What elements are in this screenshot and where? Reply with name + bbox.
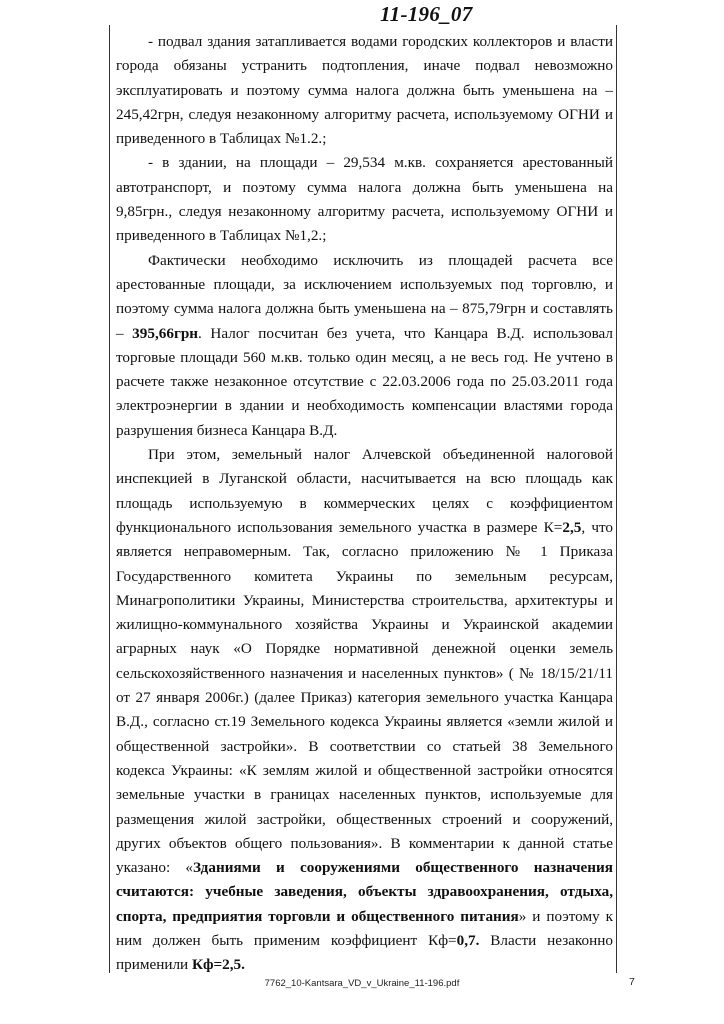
text-run: , что является неправомерным. Так, согласно приложению № 1 Приказа Государственного комитета Украины по земельным ресурсам, Минагрополитики Украины, Министерства строительства, архитектуры и жилищно-коммунального хозяйства Украины и Украинской академии аграрных наук «О Порядке нормативной денежной оценки земель сельскохозяйственного назначения и населенных пунктов» ( № 18/15/21/11 от 27 января 2006г.) (далее Приказ) категория земельного участка Канцара В.Д., согласно ст.19 Земельного кодекса Украины является «земли жилой и общественной застройки». В соответствии со статьей 38 Земельного кодекса Украины: «К землям жилой и общественной застройки относятся земельные участки в границах населенных пунктов, используемые для размещения жилой застройки, общественных строений и сооружений, других объектов общего пользования». В комментарии к данной статье указано: «	[116, 518, 613, 877]
text-run: . Налог посчитан без учета, что Канцара В.Д. использовал торговые площади 560 м.кв. только один месяц, а не весь год. Не учтено в расчете также незаконное отсутствие с 22.03.2006 года по 25.03.2011 года электроэнергии в здании и необходимость компенсации властями города разрушения бизнеса Канцара В.Д.	[116, 324, 614, 439]
paragraph	[116, 443, 613, 978]
document-id-header: 11-196_07	[380, 2, 473, 26]
bold-text-run: 2,5	[562, 518, 582, 536]
text-run: - подвал здания затапливается водами городских коллекторов и власти города обязаны устранить подтопления, иначе подвал невозможно эксплуатировать и поэтому сумма налога должна быть уменьшена на – 245,42грн, следуя незаконному алгоритму расчета, используемому ОГНИ и приведенного в Таблицах №1.2.;	[116, 33, 613, 148]
bold-text-run: 395,66грн	[132, 324, 199, 342]
paragraph	[116, 151, 613, 248]
paragraph	[116, 30, 613, 151]
bold-text-run: 0,7.	[456, 931, 480, 949]
text-run: Фактически необходимо исключить из площадей расчета все арестованные площади, за исключением используемых под торговлю, и поэтому сумма налога должна быть уменьшена на – 875,79грн и составлять –	[116, 251, 613, 342]
text-run: - в здании, на площади – 29,534 м.кв. сохраняется арестованный автотранспорт, и поэтому сумма налога должна быть уменьшена на 9,85грн., следуя незаконному алгоритму расчета, используемому ОГНИ и приведенного в Таблицах №1,2.;	[116, 154, 613, 245]
footer-page-number: 7	[629, 976, 635, 988]
text-run: » и поэтому к ним должен быть применим коэффициент Кф=	[116, 907, 613, 949]
text-run: При этом, земельный налог Алчевской объединенной налоговой инспекцией в Луганской области, насчитывается на всю площадь как площадь используемую в коммерческих целях с коэффициентом функционального использования земельного участка в размере К=	[116, 446, 613, 536]
body-text	[116, 30, 613, 978]
right-margin-rule	[616, 25, 617, 973]
footer-filename: 7762_10-Kantsara_VD_v_Ukraine_11-196.pdf	[264, 978, 460, 989]
paragraph	[116, 249, 613, 443]
bold-text-run: Кф=2,5.	[191, 956, 245, 974]
bold-text-run: Зданиями и сооружениями общественного назначения считаются: учебные заведения, объекты здравоохранения, отдыха, спорта, предприятия торговли и общественного питания	[116, 859, 613, 925]
text-run: Власти незаконно применили	[116, 931, 613, 974]
left-margin-rule	[109, 25, 110, 973]
